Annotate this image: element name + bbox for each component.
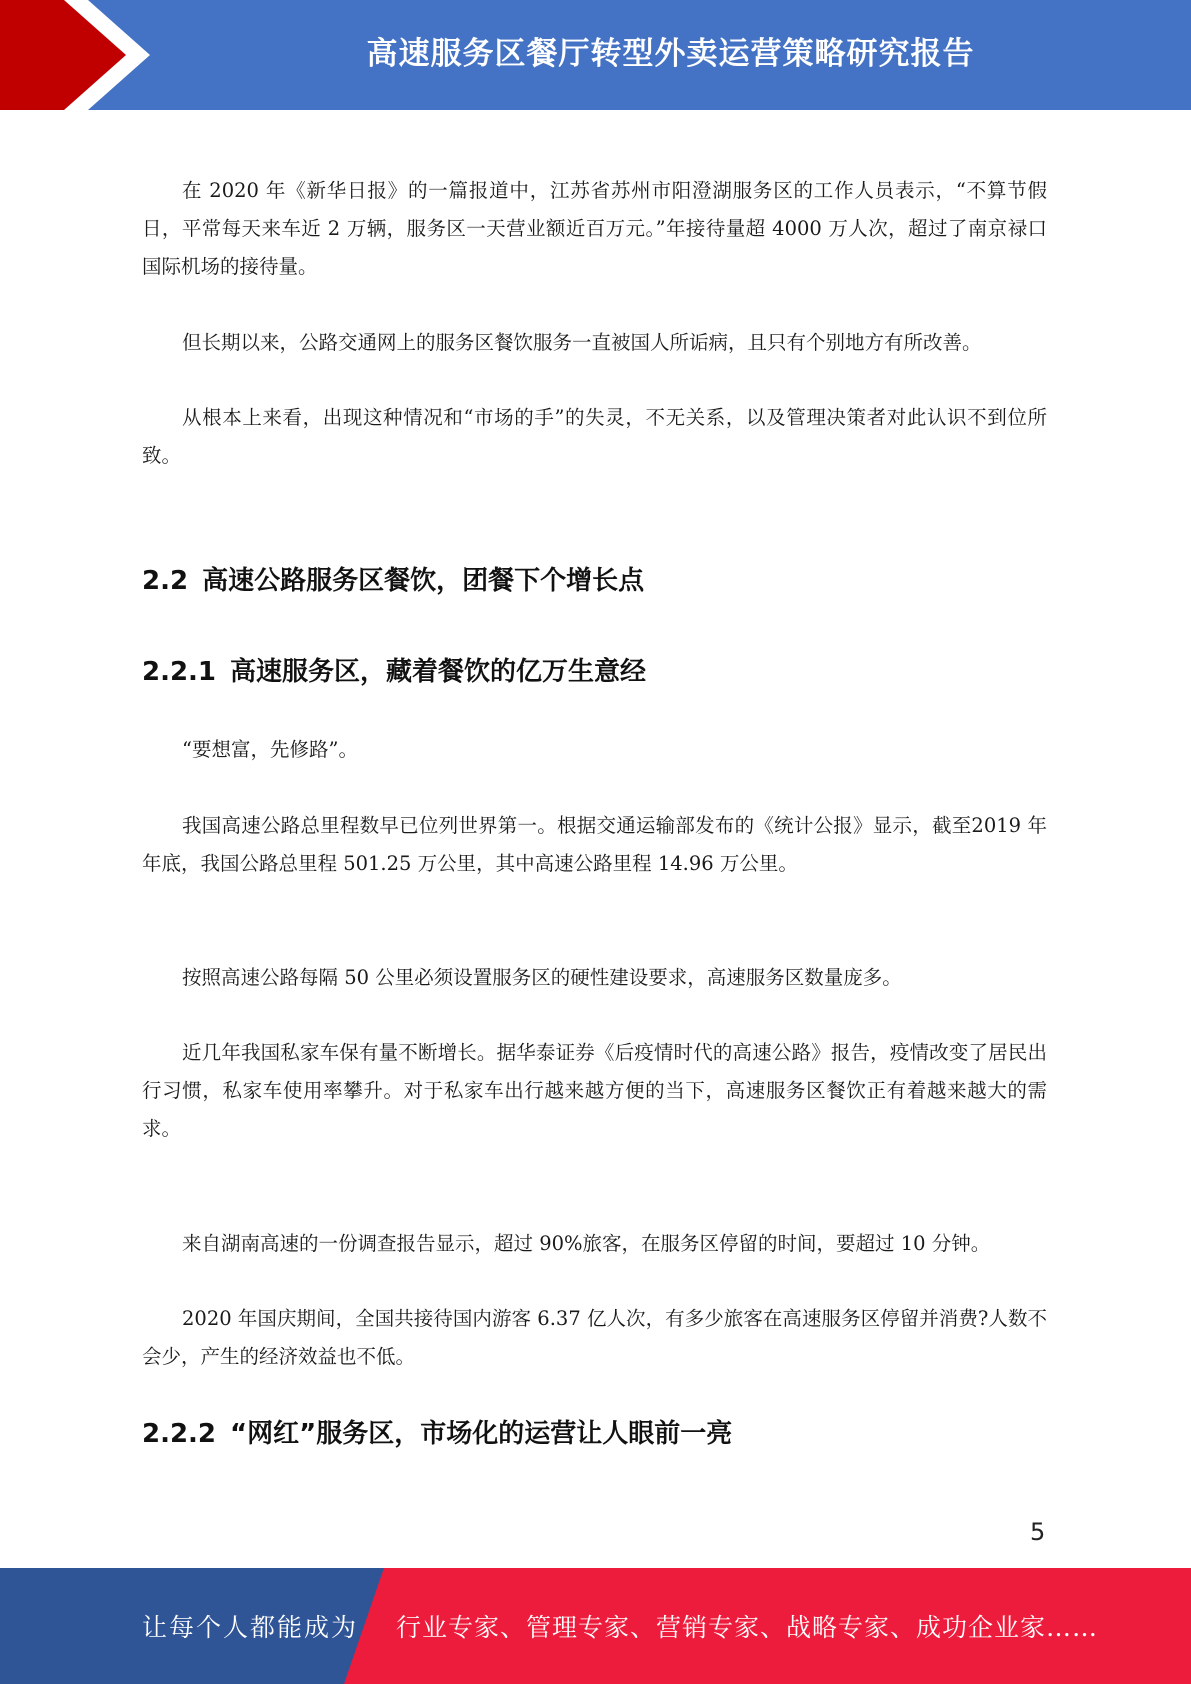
paragraph: 在 2020 年《新华日报》的一篇报道中，江苏省苏州市阳澄湖服务区的工作人员表示，“不算节假日，平常每天来车近 2 万辆，服务区一天营业额近百万元。”年接待量超 4000 万人次，超过了南京禄口国际机场的接待量。 — [142, 179, 1047, 278]
page-number: 5 — [1030, 1518, 1046, 1546]
section-heading-2-2 — [142, 560, 644, 597]
paragraph: 按照高速公路每隔 50 公里必须设置服务区的硬性建设要求，高速服务区数量庞多。 — [182, 966, 902, 989]
header-title: 高速服务区餐厅转型外卖运营策略研究报告 — [366, 35, 975, 72]
paragraph: 来自湖南高速的一份调查报告显示，超过 90%旅客，在服务区停留的时间，要超过 10 分钟。 — [182, 1232, 991, 1255]
paragraph: 2020 年国庆期间，全国共接待国内游客 6.37 亿人次，有多少旅客在高速服务区停留并消费?人数不会少，产生的经济效益也不低。 — [142, 1307, 1047, 1368]
page-footer — [0, 1568, 1191, 1684]
footer-slogan-left: 让每个人都能成为 — [142, 1613, 359, 1642]
section-title: 高速公路服务区餐饮，团餐下个增长点 — [202, 566, 645, 596]
section-number: 2.2 — [142, 566, 189, 596]
section-number: 2.2.1 — [142, 657, 217, 687]
section-title: 高速服务区，藏着餐饮的亿万生意经 — [230, 657, 647, 687]
section-number: 2.2.2 — [142, 1419, 217, 1449]
section-heading-2-2-2 — [142, 1413, 732, 1450]
footer-slogan-right: 行业专家、管理专家、营销专家、战略专家、成功企业家…… — [396, 1613, 1099, 1642]
paragraph: 但长期以来，公路交通网上的服务区餐饮服务一直被国人所诟病，且只有个别地方有所改善。 — [182, 331, 982, 354]
paragraph: 近几年我国私家车保有量不断增长。据华泰证券《后疫情时代的高速公路》报告，疫情改变了居民出行习惯，私家车使用率攀升。对于私家车出行越来越方便的当下，高速服务区餐饮正有着越来越大的需求。 — [142, 1041, 1047, 1140]
paragraph: 我国高速公路总里程数早已位列世界第一。根据交通运输部发布的《统计公报》显示，截至2019 年年底，我国公路总里程 501.25 万公里，其中高速公路里程 14.96 万公里。 — [142, 814, 1047, 875]
section-heading-2-2-1 — [142, 651, 646, 688]
paragraph: 从根本上来看，出现这种情况和“市场的手”的失灵，不无关系，以及管理决策者对此认识不到位所致。 — [142, 406, 1047, 467]
section-title: “网红”服务区，市场化的运营让人眼前一亮 — [230, 1419, 733, 1449]
page-header — [0, 0, 1191, 110]
paragraph: “要想富，先修路”。 — [182, 738, 358, 761]
